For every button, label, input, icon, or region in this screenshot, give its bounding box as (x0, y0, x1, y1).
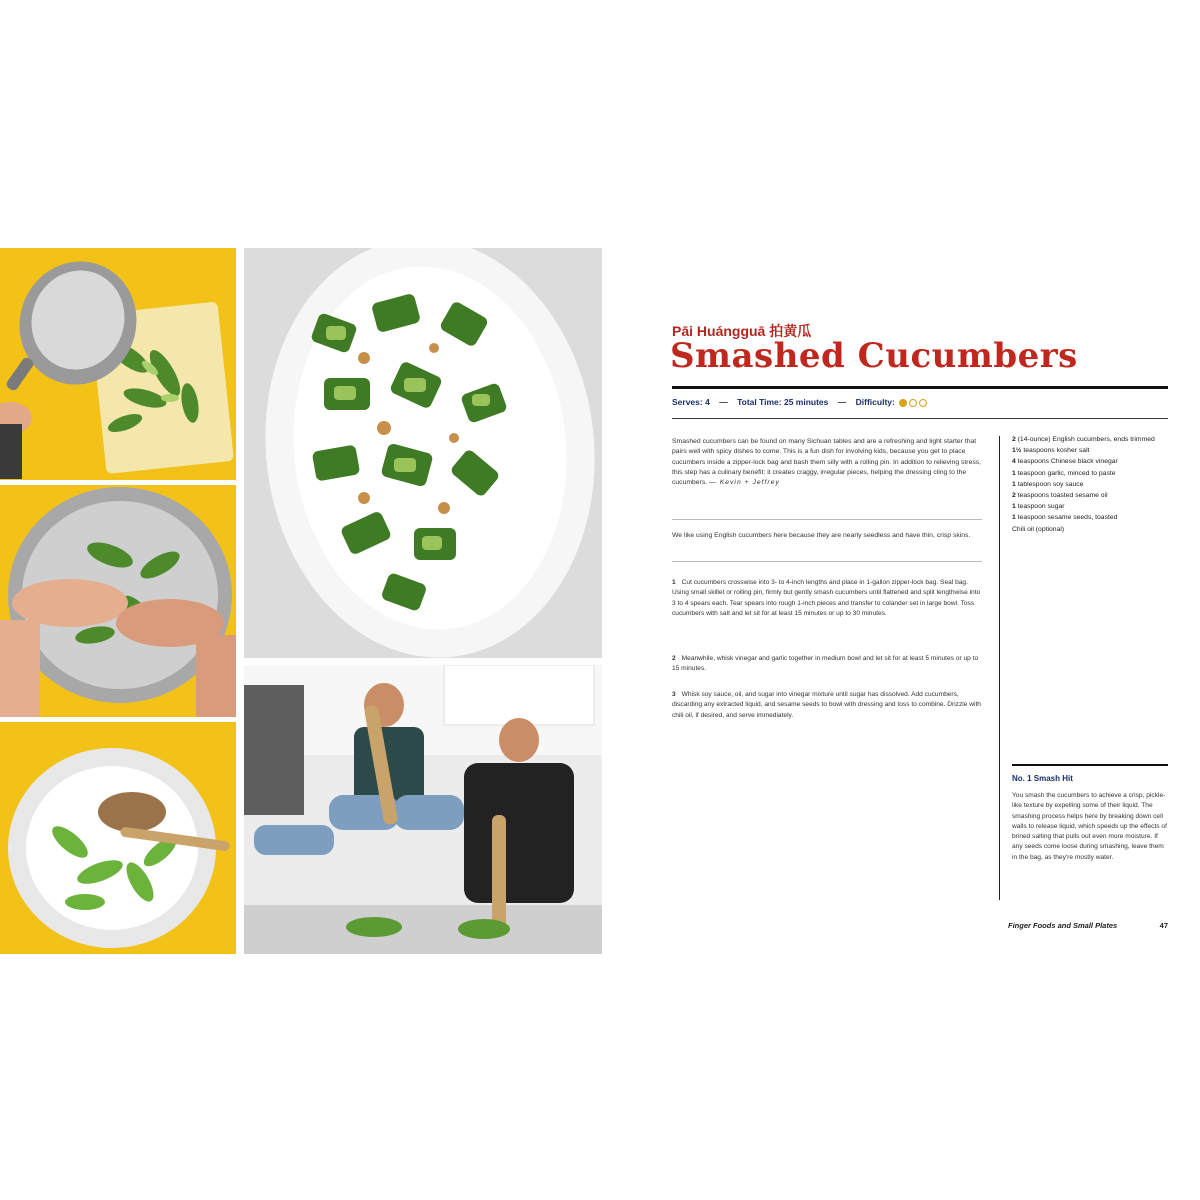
ingredient-item: 1 teaspoon sesame seeds, toasted (1012, 514, 1118, 522)
title-rule (672, 386, 1168, 389)
serves-label: Serves: 4 (672, 397, 710, 407)
step-1 (672, 578, 982, 619)
ingredient-item: Chili oil (optional) (1012, 525, 1065, 533)
pinyin-title: Pāi Huángguā 拍黄瓜 (672, 323, 812, 339)
ingredient-item: 1½ teaspoons kosher salt (1012, 447, 1090, 455)
step-text: Whisk soy sauce, oil, and sugar into vinegar mixture until sugar has dissolved. Add cucumbers, discarding any extracted liquid, and sesame seeds to bowl with dressing and toss to combine. Drizzle with chili oil, if desired, and serve immediately. (672, 691, 981, 719)
divider (672, 519, 982, 520)
page-number: 47 (1159, 921, 1168, 930)
note-paragraph: We like using English cucumbers here because they are nearly seedless and have thin, crisp skins. (672, 532, 971, 539)
total-time-label: Total Time: 25 minutes (737, 397, 829, 407)
step-number: 3 (672, 691, 676, 698)
intro-paragraph (672, 437, 982, 488)
section-name: Finger Foods and Small Plates (1008, 921, 1118, 930)
ingredient-item: 1 teaspoon garlic, minced to paste (1012, 469, 1116, 477)
photo-chefs-smashing (244, 665, 602, 954)
intro-text: Smashed cucumbers can be found on many Sichuan tables and are a refreshing and light starter that pairs well with spicy dishes to come. This is a fun dish for involving kids, because you get to place cucumbers inside a zipper-lock bag and bash them silly with a rolling pin. In addition to relieving stress, this step has a culinary benefit: it creates craggy, irregular pieces, helping the dressing cling to the cucumbers. (672, 438, 982, 487)
byline: — Kevin + Jeffrey (709, 479, 780, 487)
step-text: Meanwhile, whisk vinegar and garlic together in medium bowl and let sit for at least 5 minutes or up to 15 minutes. (672, 655, 979, 673)
sidebar-rule (1012, 764, 1168, 766)
difficulty-label: Difficulty: (855, 397, 895, 407)
tip-sidebar (1012, 764, 1168, 863)
step-2 (672, 654, 982, 675)
ingredient-item: 2 teaspoons toasted sesame oil (1012, 492, 1108, 500)
ingredient-item: 4 teaspoons Chinese black vinegar (1012, 458, 1118, 466)
difficulty-rating (897, 397, 927, 407)
page-footer (1008, 921, 1168, 930)
photo-tossing-dressing-bowl (0, 722, 236, 954)
ingredient-item: 2 (14-ounce) English cucumbers, ends trimmed (1012, 436, 1155, 443)
meta-rule (672, 418, 1168, 419)
meta-separator: — (719, 397, 728, 407)
photo-finished-dish (244, 248, 602, 658)
photo-tearing-cucumbers-colander (0, 485, 236, 717)
meta-separator: — (837, 397, 847, 407)
column-divider (999, 436, 1000, 900)
sidebar-title: No. 1 Smash Hit (1012, 774, 1073, 783)
ingredients-list (1012, 434, 1162, 535)
ingredient-item: 1 tablespoon soy sauce (1012, 480, 1084, 488)
ingredient-item: 1 teaspoon sugar (1012, 503, 1065, 511)
recipe-meta (672, 397, 927, 407)
divider (672, 561, 982, 562)
step-text: Cut cucumbers crosswise into 3- to 4-inch lengths and place in 1-gallon zipper-lock bag. Seal bag. Using small skillet or rolling pin, firmly but gently smash cucumbers until flattened and split lengthwise into 3 to 4 spears each. Tear spears into rough 1-inch pieces and transfer to colander set in large bowl. Toss cucumbers with salt and let sit for at least 15 minutes or up to 30 minutes. (672, 579, 981, 617)
difficulty-dot-icon (919, 399, 927, 407)
difficulty-dot-icon (909, 399, 917, 407)
sidebar-body: You smash the cucumbers to achieve a crisp, pickle-like texture by expelling some of their liquid. The smashing process helps here by breaking down cell walls to release liquid, which speeds up the effects of brined salting that pulls out even more moisture. If any seeds come loose during smashing, leave them in the bag, as they're mostly water. (1012, 792, 1167, 861)
step-number: 2 (672, 655, 676, 662)
step-number: 1 (672, 579, 676, 586)
step-3 (672, 690, 982, 721)
difficulty-dot-icon (899, 399, 907, 407)
photo-skillet-smashing-bag (0, 248, 236, 480)
recipe-title: Smashed Cucumbers (670, 336, 1078, 376)
